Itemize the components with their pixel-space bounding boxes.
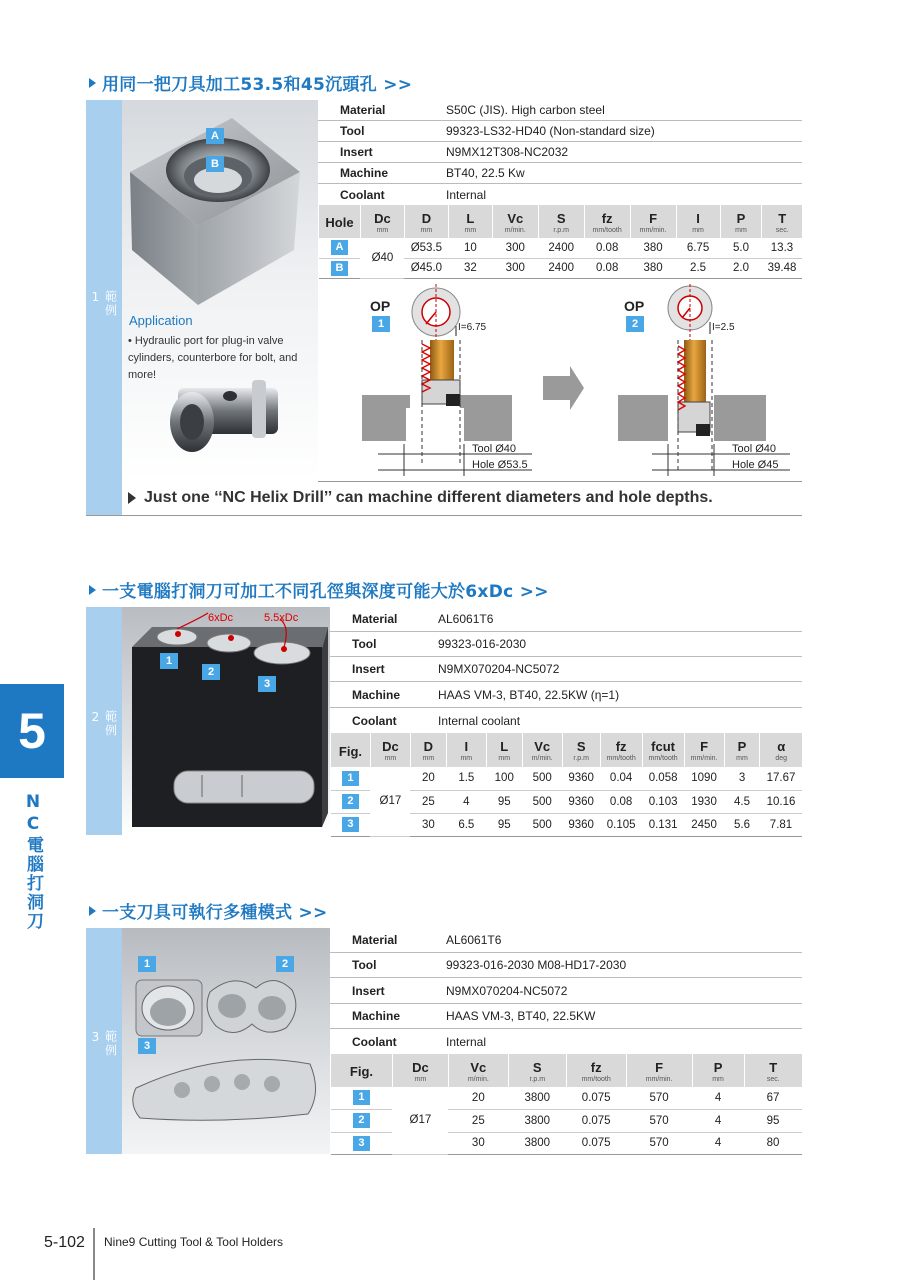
table-cell: 2450 xyxy=(684,813,724,836)
table-cell: 4 xyxy=(692,1109,744,1132)
fig-cell: 2 xyxy=(331,1109,393,1132)
header-fig: Fig. xyxy=(331,1054,393,1087)
op2-number: 2 xyxy=(626,316,644,332)
table-cell: 0.103 xyxy=(642,790,684,813)
table-cell: 500 xyxy=(522,790,562,813)
section-arrow-icon xyxy=(89,78,96,88)
info-row xyxy=(318,100,802,121)
photo-label-55xdc: 5.5xDc xyxy=(264,612,299,624)
header-cell: L mm xyxy=(448,205,492,238)
info-value: AL6061T6 xyxy=(438,612,494,626)
application-text: • Hydraulic port for plug-in valve cylinders, counterbore for bolt, and more! xyxy=(128,335,298,381)
header-cell: P mm xyxy=(724,733,760,767)
header-cell: fcut mm/tooth xyxy=(642,733,684,767)
table-cell: 25 xyxy=(448,1109,508,1132)
section-arrow-icon xyxy=(89,906,96,916)
diagram-graphic xyxy=(318,284,802,482)
note-text: Just one ‘‘NC Helix Drill’’ can machine different diameters and hole depths. xyxy=(144,489,713,506)
info-key: Insert xyxy=(352,983,385,998)
table-cell: 0.131 xyxy=(642,813,684,836)
header-cell: T sec. xyxy=(762,205,802,238)
table-cell: 380 xyxy=(630,238,676,258)
table-cell: 3800 xyxy=(508,1132,566,1154)
example2-strip-label: 範例 2 xyxy=(88,710,118,738)
table-cell: 570 xyxy=(626,1109,692,1132)
table-row xyxy=(331,1087,803,1109)
application-title: Application xyxy=(129,313,193,328)
table-cell: 25 xyxy=(410,790,446,813)
fig-cell: 1 xyxy=(331,1087,393,1109)
table-cell: 39.48 xyxy=(762,258,802,278)
example1-strip-label: 範例 1 xyxy=(88,290,118,318)
example2-param-table xyxy=(330,733,802,837)
info-row xyxy=(330,978,802,1004)
header-cell: Dc mm xyxy=(360,205,404,238)
info-key: Tool xyxy=(340,124,365,138)
table-cell: 1090 xyxy=(684,767,724,790)
info-row xyxy=(330,657,802,682)
op1-number: 1 xyxy=(372,316,390,332)
info-value: 99323-016-2030 xyxy=(438,637,527,651)
header-cell: Vc m/min. xyxy=(522,733,562,767)
table-cell: 67 xyxy=(744,1087,802,1109)
header-cell: fz mm/tooth xyxy=(600,733,642,767)
table-cell: 3800 xyxy=(508,1087,566,1109)
example3-info xyxy=(330,928,802,1054)
table-cell: 13.3 xyxy=(762,238,802,258)
table-cell: 380 xyxy=(630,258,676,278)
chapter-number-tab: 5 xyxy=(0,684,64,778)
fig-cell: A xyxy=(319,238,361,258)
info-key: Coolant xyxy=(340,187,385,202)
dc-shared-cell: Ø17 xyxy=(370,767,410,836)
info-key: Tool xyxy=(352,958,377,972)
info-row xyxy=(318,163,802,184)
photo-badge-2: 2 xyxy=(276,956,294,972)
table-cell: 2.5 xyxy=(676,258,720,278)
fig-cell: B xyxy=(319,258,361,278)
table-cell: 570 xyxy=(626,1132,692,1154)
example2-title-text: 一支電腦打洞刀可加工不同孔徑與深度可能大於6xDc >> xyxy=(102,582,549,602)
info-key: Coolant xyxy=(352,1034,397,1049)
photo-badge-1: 1 xyxy=(160,653,178,669)
table-cell: 0.08 xyxy=(600,790,642,813)
example1-bottom-rule xyxy=(86,515,802,516)
table-cell: 0.08 xyxy=(584,258,630,278)
table-cell: 500 xyxy=(522,767,562,790)
photo-badge-a: A xyxy=(206,128,224,144)
table-cell: 0.04 xyxy=(600,767,642,790)
info-key: Machine xyxy=(340,166,389,180)
op2-label: OP xyxy=(624,298,645,314)
info-row xyxy=(330,1029,802,1054)
header-cell: α deg xyxy=(760,733,802,767)
table-cell: 95 xyxy=(744,1109,802,1132)
header-cell: Vc m/min. xyxy=(448,1054,508,1087)
header-cell: P mm xyxy=(720,205,762,238)
table-cell: 2.0 xyxy=(720,258,762,278)
info-row xyxy=(318,184,802,205)
info-value: HAAS VM-3, BT40, 22.5KW (η=1) xyxy=(438,687,620,702)
example3-title xyxy=(86,898,328,923)
table-cell: 2400 xyxy=(538,238,584,258)
info-row xyxy=(330,682,802,708)
example1-param-table xyxy=(318,205,802,279)
header-cell: Dc mm xyxy=(392,1054,448,1087)
table-cell: 300 xyxy=(492,238,538,258)
chapter-label: NC電腦打洞刀 xyxy=(23,792,43,931)
table-cell: 95 xyxy=(486,790,522,813)
table-cell: 6.75 xyxy=(676,238,720,258)
info-key: Material xyxy=(340,103,386,117)
header-cell: Dc mm xyxy=(370,733,410,767)
table-cell: 2400 xyxy=(538,258,584,278)
example1-title-text: 用同一把刀具加工53.5和45沉頭孔 >> xyxy=(102,75,413,95)
example1-photo-panel xyxy=(122,100,318,482)
table-row xyxy=(331,767,803,790)
table-cell: 300 xyxy=(492,258,538,278)
photo-badge-3: 3 xyxy=(258,676,276,692)
header-cell: D mm xyxy=(410,733,446,767)
table-cell: 9360 xyxy=(562,767,600,790)
header-cell: S r.p.m xyxy=(538,205,584,238)
table-cell: 0.105 xyxy=(600,813,642,836)
info-row xyxy=(330,607,802,632)
example1-info xyxy=(318,100,802,205)
deep-hole-block-photo xyxy=(122,607,330,835)
header-cell: L mm xyxy=(486,733,522,767)
header-cell: S r.p.m xyxy=(508,1054,566,1087)
header-cell: T sec. xyxy=(744,1054,802,1087)
table-cell: 4 xyxy=(692,1087,744,1109)
header-cell: I mm xyxy=(446,733,486,767)
photo-badge-2: 2 xyxy=(202,664,220,680)
table-cell: 5.0 xyxy=(720,238,762,258)
table-cell: 1930 xyxy=(684,790,724,813)
op2-tool-dia: Tool Ø40 xyxy=(732,443,777,455)
example2-info xyxy=(330,607,802,733)
photo-badge-1: 1 xyxy=(138,956,156,972)
table-cell: 4 xyxy=(692,1132,744,1154)
dc-shared-cell: Ø17 xyxy=(392,1087,448,1154)
fig-cell: 3 xyxy=(331,1132,393,1154)
table-cell: 570 xyxy=(626,1087,692,1109)
example1-note xyxy=(128,489,713,507)
header-cell: D mm xyxy=(404,205,448,238)
info-row xyxy=(330,632,802,657)
table-cell: 100 xyxy=(486,767,522,790)
header-cell: fz mm/tooth xyxy=(584,205,630,238)
table-cell: 9360 xyxy=(562,813,600,836)
info-value: N9MX070204-NC5072 xyxy=(446,983,568,998)
header-cell: I mm xyxy=(676,205,720,238)
header-cell: P mm xyxy=(692,1054,744,1087)
op1-label: OP xyxy=(370,298,391,314)
table-cell: 4.5 xyxy=(724,790,760,813)
photo-label-6xdc: 6xDc xyxy=(208,612,234,624)
header-cell: fz mm/tooth xyxy=(566,1054,626,1087)
table-cell: 0.08 xyxy=(584,238,630,258)
fig-cell: 2 xyxy=(331,790,371,813)
table-cell: 32 xyxy=(448,258,492,278)
table-cell: 30 xyxy=(448,1132,508,1154)
table-cell: 500 xyxy=(522,813,562,836)
info-value: Internal xyxy=(446,1034,487,1049)
example2-photo-panel xyxy=(122,607,330,835)
op1-i-value: I=6.75 xyxy=(458,322,487,333)
info-value: AL6061T6 xyxy=(446,933,502,947)
info-row xyxy=(318,121,802,142)
header-hole: Hole xyxy=(319,205,361,238)
info-value: 99323-016-2030 M08-HD17-2030 xyxy=(446,958,627,972)
table-cell: 3 xyxy=(724,767,760,790)
info-row xyxy=(330,928,802,953)
table-cell: 20 xyxy=(448,1087,508,1109)
info-key: Machine xyxy=(352,687,401,702)
info-value: 99323-LS32-HD40 (Non-standard size) xyxy=(446,124,655,138)
table-cell: 1.5 xyxy=(446,767,486,790)
example3-param-table xyxy=(330,1054,802,1155)
table-cell: 5.6 xyxy=(724,813,760,836)
header-cell: F mm/min. xyxy=(630,205,676,238)
info-key: Material xyxy=(352,612,398,626)
op1-tool-dia: Tool Ø40 xyxy=(472,443,517,455)
header-fig: Fig. xyxy=(331,733,371,767)
note-arrow-icon xyxy=(128,492,136,504)
info-row xyxy=(330,708,802,733)
example3-photo-panel xyxy=(122,928,330,1154)
section-arrow-icon xyxy=(89,585,96,595)
dc-shared-cell: Ø40 xyxy=(360,238,404,278)
table-cell: 10 xyxy=(448,238,492,258)
table-cell: 0.075 xyxy=(566,1109,626,1132)
example1-title xyxy=(86,70,412,95)
info-value: BT40, 22.5 Kw xyxy=(446,166,525,180)
table-cell: Ø45.0 xyxy=(404,258,448,278)
table-cell: 10.16 xyxy=(760,790,802,813)
table-cell: 0.075 xyxy=(566,1132,626,1154)
table-cell: 3800 xyxy=(508,1109,566,1132)
table-cell: 17.67 xyxy=(760,767,802,790)
header-cell: F mm/min. xyxy=(626,1054,692,1087)
example3-title-text: 一支刀具可執行多種模式 >> xyxy=(102,903,328,923)
info-row xyxy=(330,1004,802,1029)
example3-strip-label: 範例 3 xyxy=(88,1030,118,1058)
info-key: Coolant xyxy=(352,713,397,728)
table-cell: 30 xyxy=(410,813,446,836)
photo-badge-3: 3 xyxy=(138,1038,156,1054)
table-cell: Ø53.5 xyxy=(404,238,448,258)
fig-cell: 3 xyxy=(331,813,371,836)
info-value: N9MX12T308-NC2032 xyxy=(446,145,569,159)
table-cell: 20 xyxy=(410,767,446,790)
table-cell: 0.058 xyxy=(642,767,684,790)
example2-title xyxy=(86,577,549,602)
footer-divider xyxy=(93,1228,95,1280)
header-cell: Vc m/min. xyxy=(492,205,538,238)
info-key: Tool xyxy=(352,637,377,651)
table-cell: 9360 xyxy=(562,790,600,813)
table-cell: 7.81 xyxy=(760,813,802,836)
info-row xyxy=(318,142,802,163)
header-cell: S r.p.m xyxy=(562,733,600,767)
page-number: 5-102 xyxy=(44,1234,85,1251)
table-cell: 0.075 xyxy=(566,1087,626,1109)
info-value: S50C (JIS). High carbon steel xyxy=(446,103,605,117)
footer-brand-text: Nine9 Cutting Tool & Tool Holders xyxy=(104,1235,283,1249)
op1-hole-dia: Hole Ø53.5 xyxy=(472,459,528,471)
machining-diagram xyxy=(318,284,802,482)
info-value: N9MX070204-NC5072 xyxy=(438,662,560,676)
table-row xyxy=(319,238,803,258)
info-key: Machine xyxy=(352,1009,401,1023)
info-key: Insert xyxy=(352,662,385,676)
info-value: Internal xyxy=(446,187,487,202)
table-cell: 80 xyxy=(744,1132,802,1154)
info-key: Insert xyxy=(340,145,373,159)
photo-badge-b: B xyxy=(206,156,224,172)
table-cell: 95 xyxy=(486,813,522,836)
fig-cell: 1 xyxy=(331,767,371,790)
op2-hole-dia: Hole Ø45 xyxy=(732,459,779,471)
info-value: Internal coolant xyxy=(438,713,521,728)
info-value: HAAS VM-3, BT40, 22.5KW xyxy=(446,1009,596,1023)
header-cell: F mm/min. xyxy=(684,733,724,767)
info-row xyxy=(330,953,802,978)
table-cell: 4 xyxy=(446,790,486,813)
table-cell: 6.5 xyxy=(446,813,486,836)
info-key: Material xyxy=(352,933,398,947)
op2-i-value: I=2.5 xyxy=(712,322,735,333)
